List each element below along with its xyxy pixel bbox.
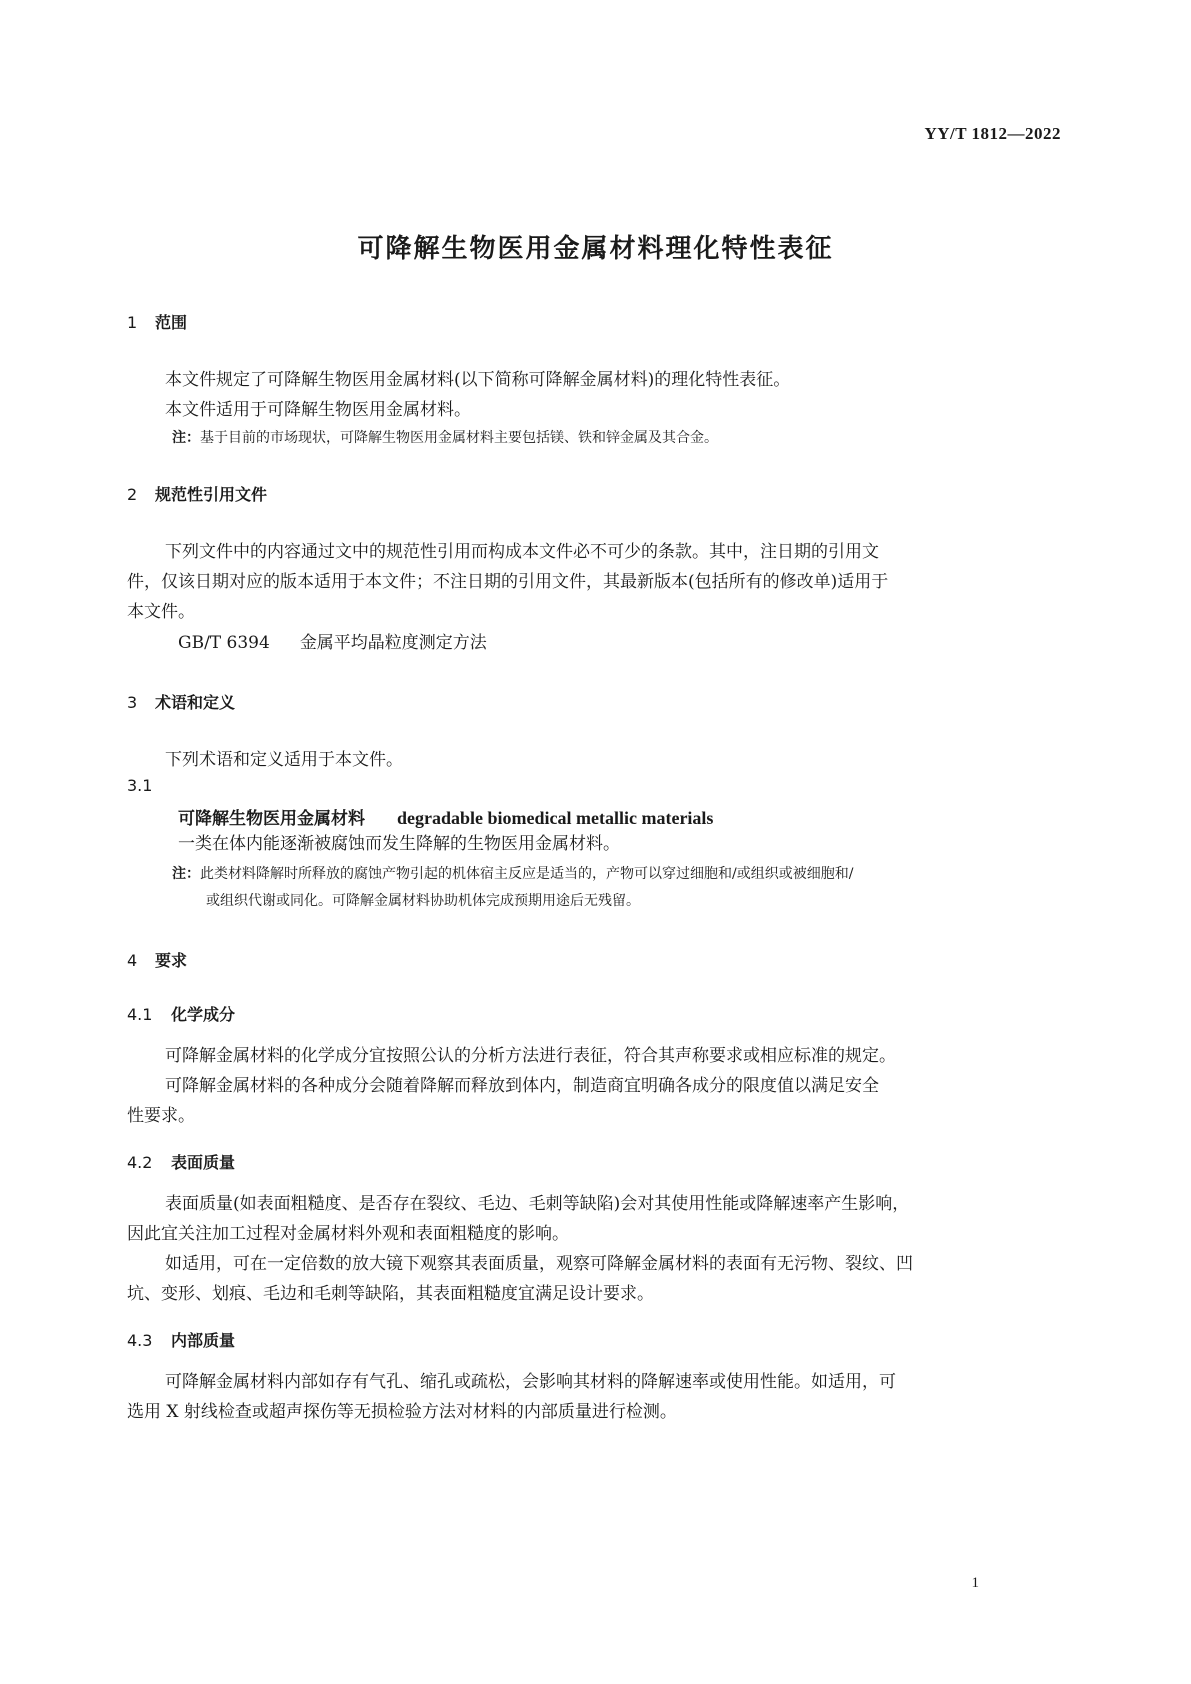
term-english: degradable biomedical metallic materials: [397, 808, 714, 828]
subsection-4-1-paragraph-1: 可降解金属材料的化学成分宜按照公认的分析方法进行表征，符合其声称要求或相应标准的规定。: [165, 1046, 896, 1066]
section-3-note-line-1: 注：此类材料降解时所释放的腐蚀产物引起的机体宿主反应是适当的，产物可以穿过细胞和/或组织或被细胞和/: [172, 866, 854, 882]
subsection-4-1-heading: [127, 1002, 235, 1025]
reference-code: GB/T 6394: [178, 633, 270, 653]
section-title: 术语和定义: [155, 693, 236, 712]
subsection-number: 4.2: [127, 1153, 153, 1172]
section-3-paragraph: 下列术语和定义适用于本文件。: [165, 750, 403, 770]
section-2-paragraph-line-3: 本文件。: [127, 602, 195, 622]
normative-reference: [178, 628, 487, 653]
section-3-note-line-2: 或组织代谢或同化。可降解金属材料协助机体完成预期用途后无残留。: [206, 893, 640, 909]
subsection-4-2-heading: [127, 1150, 235, 1173]
section-number: 4: [127, 951, 138, 970]
section-title: 要求: [155, 951, 188, 970]
page-number: 1: [971, 1575, 979, 1591]
document-title: 可降解生物医用金属材料理化特性表征: [357, 234, 834, 264]
section-2-paragraph-line-2: 件，仅该日期对应的版本适用于本文件；不注日期的引用文件，其最新版本(包括所有的修改单)适用于: [127, 572, 889, 592]
section-title: 规范性引用文件: [155, 485, 268, 504]
section-1-heading: [127, 310, 187, 333]
section-3-heading: [127, 690, 235, 713]
subsection-4-3-heading: [127, 1328, 235, 1351]
term-chinese: 可降解生物医用金属材料: [178, 809, 365, 829]
section-2-paragraph-line-1: 下列文件中的内容通过文中的规范性引用而构成本文件必不可少的条款。其中，注日期的引用文: [165, 542, 879, 562]
subsection-4-1-paragraph-2-line-1: 可降解金属材料的各种成分会随着降解而释放到体内，制造商宜明确各成分的限度值以满足安全: [165, 1076, 879, 1096]
subsection-3-1-number: 3.1: [127, 776, 153, 795]
section-1-paragraph-1: 本文件规定了可降解生物医用金属材料(以下简称可降解金属材料)的理化特性表征。: [165, 370, 791, 390]
section-1-paragraph-2: 本文件适用于可降解生物医用金属材料。: [165, 400, 471, 420]
standard-code: YY/T 1812—2022: [924, 124, 1061, 143]
section-number: 1: [127, 313, 138, 332]
subsection-4-3-paragraph-line-1: 可降解金属材料内部如存有气孔、缩孔或疏松，会影响其材料的降解速率或使用性能。如适用，可: [165, 1372, 896, 1392]
section-4-heading: [127, 948, 187, 971]
subsection-number: 4.3: [127, 1331, 153, 1350]
section-2-heading: [127, 482, 267, 505]
section-number: 3: [127, 693, 138, 712]
section-number: 2: [127, 485, 138, 504]
subsection-4-3-paragraph-line-2: 选用 X 射线检查或超声探伤等无损检验方法对材料的内部质量进行检测。: [127, 1402, 677, 1422]
subsection-title: 化学成分: [171, 1005, 236, 1024]
reference-title: 金属平均晶粒度测定方法: [299, 633, 487, 653]
subsection-4-2-paragraph-1-line-1: 表面质量(如表面粗糙度、是否存在裂纹、毛边、毛刺等缺陷)会对其使用性能或降解速率产生影响，: [165, 1194, 910, 1214]
section-title: 范围: [155, 313, 188, 332]
subsection-4-2-paragraph-1-line-2: 因此宜关注加工过程对金属材料外观和表面粗糙度的影响。: [127, 1224, 569, 1244]
subsection-4-1-paragraph-2-line-2: 性要求。: [127, 1106, 195, 1126]
subsection-title: 表面质量: [171, 1153, 236, 1172]
term-definition: 一类在体内能逐渐被腐蚀而发生降解的生物医用金属材料。: [178, 834, 620, 854]
subsection-number: 4.1: [127, 1005, 153, 1024]
subsection-4-2-paragraph-2-line-2: 坑、变形、划痕、毛边和毛刺等缺陷，其表面粗糙度宜满足设计要求。: [127, 1284, 654, 1304]
subsection-title: 内部质量: [171, 1331, 236, 1350]
subsection-4-2-paragraph-2-line-1: 如适用，可在一定倍数的放大镜下观察其表面质量，观察可降解金属材料的表面有无污物、裂纹、凹: [165, 1254, 913, 1274]
section-1-note: 注：基于目前的市场现状，可降解生物医用金属材料主要包括镁、铁和锌金属及其合金。: [172, 430, 718, 446]
